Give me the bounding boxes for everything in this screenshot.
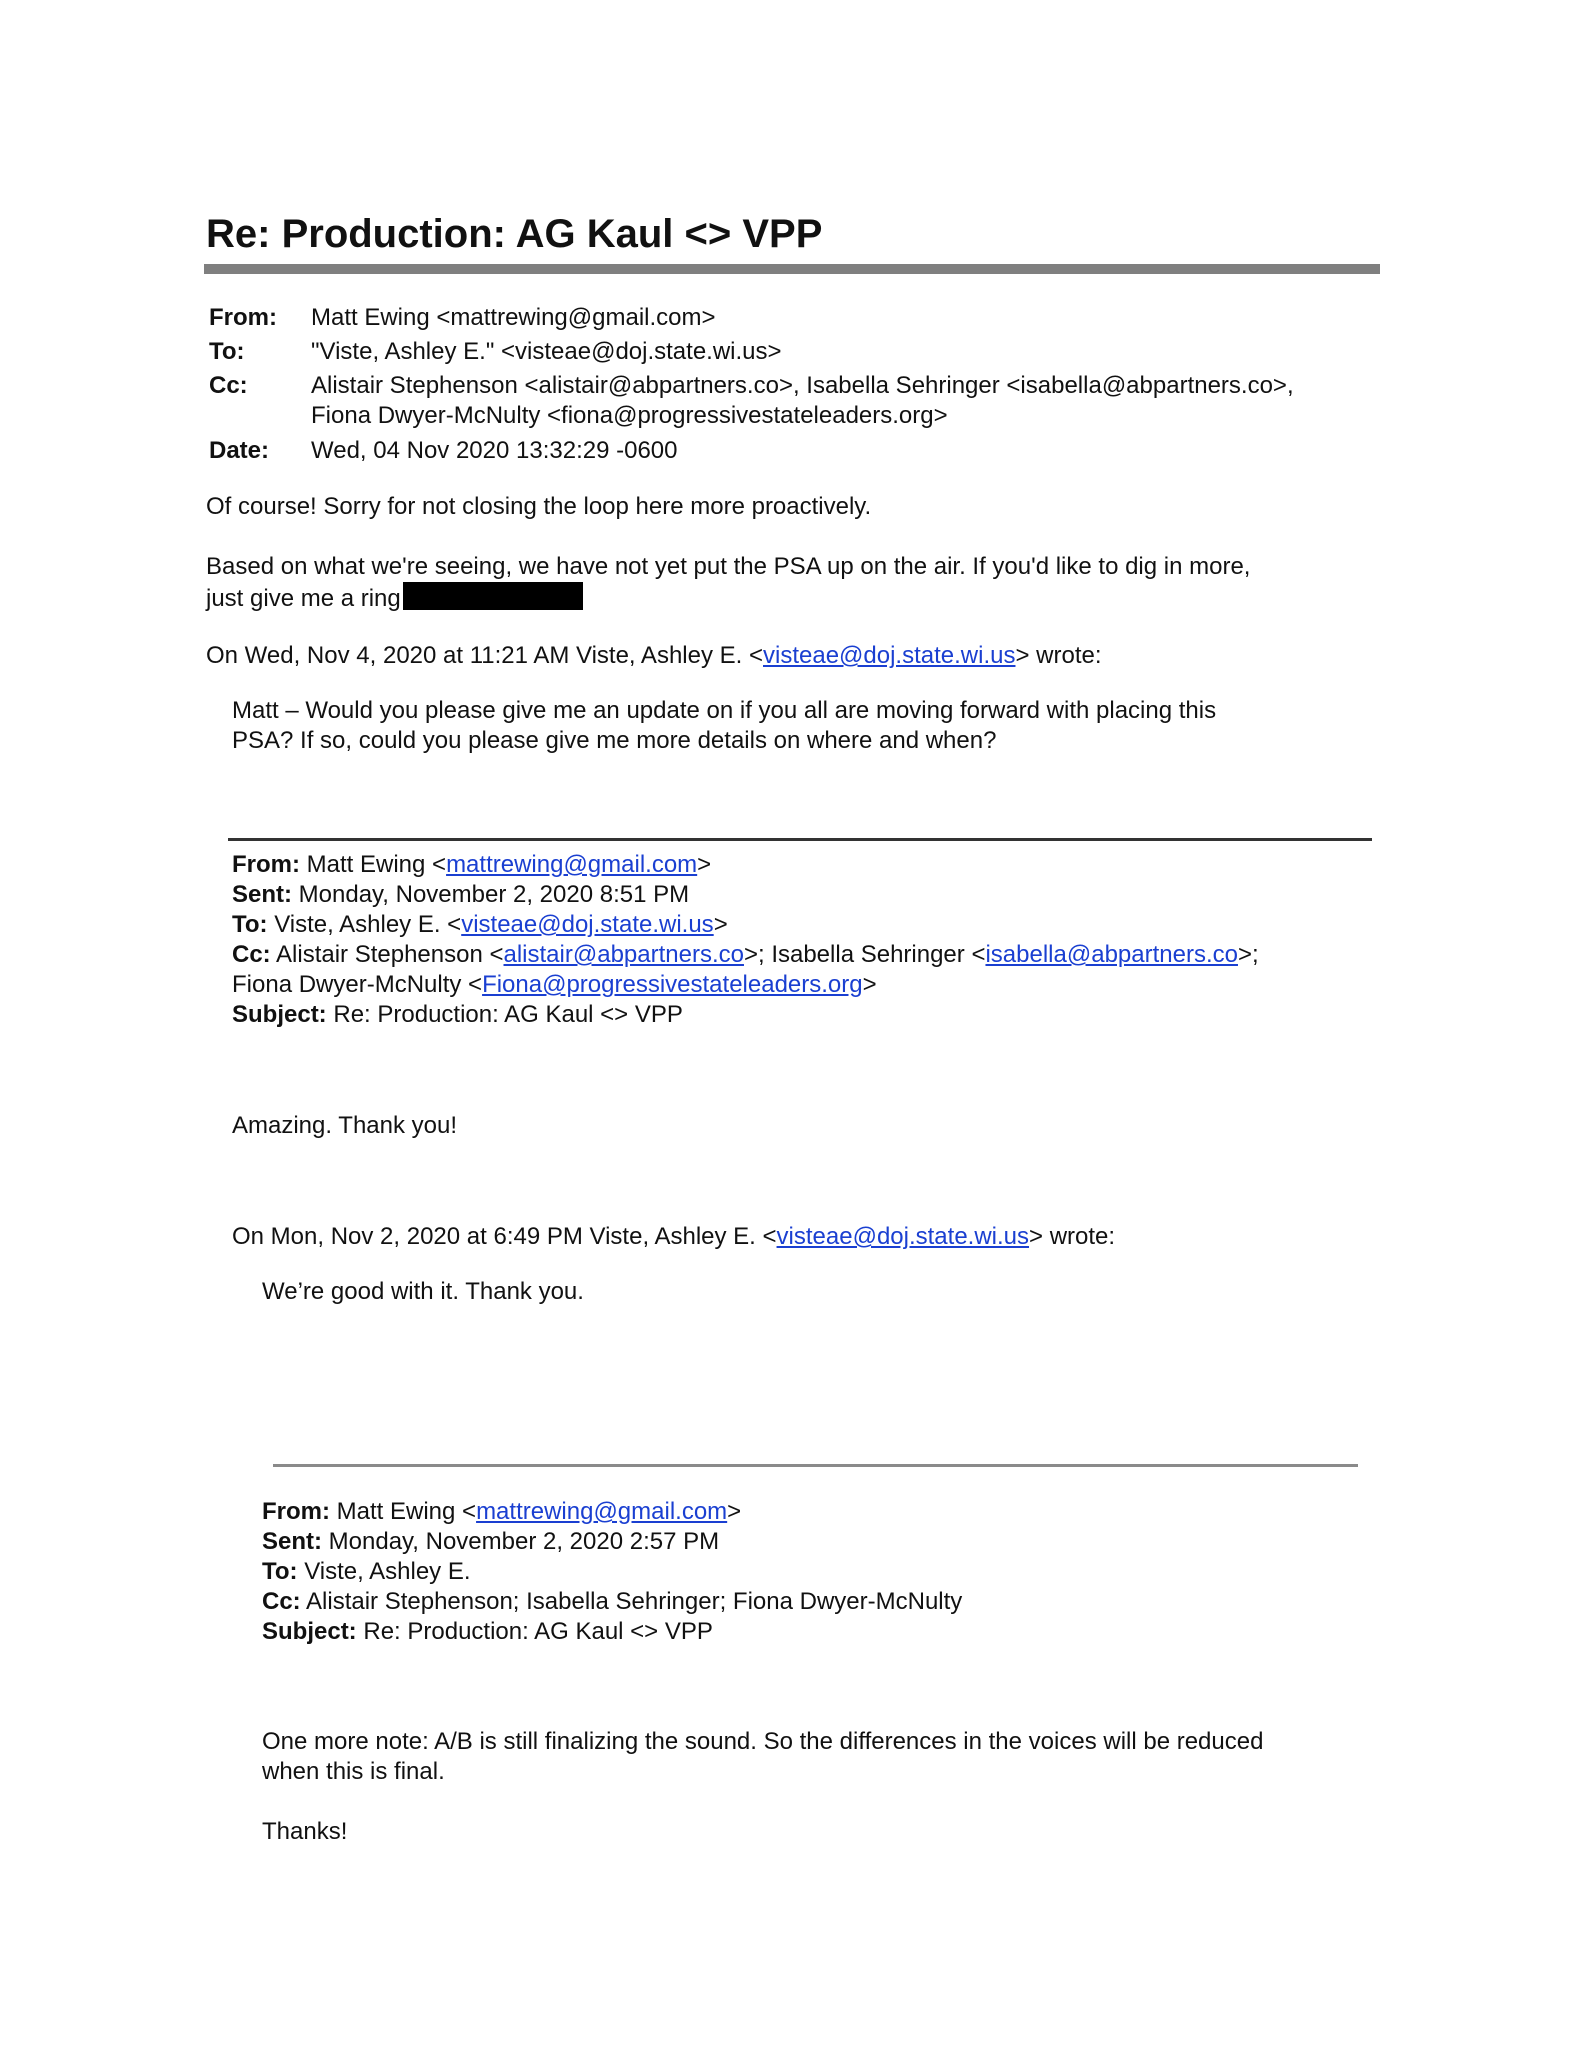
body-paragraph-1: Of course! Sorry for not closing the loop here more proactively. <box>206 493 872 520</box>
ring-text: just give me a ring <box>206 585 401 612</box>
msg3-cc <box>262 1587 962 1617</box>
msg3-sent <box>262 1527 719 1557</box>
email-link-fiona[interactable]: Fiona@progressivestateleaders.org <box>482 971 863 998</box>
quote1-intro-text: On Wed, Nov 4, 2020 at 11:21 AM Viste, Ashley E. < <box>206 642 763 669</box>
email-link-alistair[interactable]: alistair@abpartners.co <box>503 941 744 968</box>
msg2-cc-text-c: >; <box>1237 941 1259 968</box>
msg2-cc-label: Cc: <box>232 941 271 968</box>
msg2-cc-text-b: >; Isabella Sehringer < <box>743 941 986 968</box>
msg3-body-line2: when this is final. <box>262 1758 445 1785</box>
email-link-visteae[interactable]: visteae@doj.state.wi.us <box>776 1223 1030 1250</box>
msg2-from-end: > <box>697 851 712 878</box>
from-value: Matt Ewing <mattrewing@gmail.com> <box>311 304 716 331</box>
msg3-thanks: Thanks! <box>262 1818 348 1845</box>
quote1-intro <box>206 641 1102 671</box>
quote1-intro-end: > wrote: <box>1015 642 1102 669</box>
msg3-cc-value: Alistair Stephenson; Isabella Sehringer; Fiona Dwyer-McNulty <box>300 1588 963 1615</box>
msg2-subject <box>232 1000 683 1030</box>
msg2-cc2-text-b: > <box>862 971 877 998</box>
msg2-quote-intro-text: On Mon, Nov 2, 2020 at 6:49 PM Viste, Ashley E. < <box>232 1223 777 1250</box>
msg2-cc-line2 <box>232 970 877 1000</box>
to-label: To: <box>209 338 245 365</box>
email-link-isabella[interactable]: isabella@abpartners.co <box>985 941 1238 968</box>
date-label: Date: <box>209 437 270 464</box>
cc-label: Cc: <box>209 372 248 399</box>
msg3-sent-label: Sent: <box>262 1528 322 1555</box>
msg3-subject-value: Re: Production: AG Kaul <> VPP <box>356 1618 713 1645</box>
msg3-from-label: From: <box>262 1498 330 1525</box>
msg2-sent-label: Sent: <box>232 881 292 908</box>
msg2-body: Amazing. Thank you! <box>232 1112 458 1139</box>
msg2-quote-body: We’re good with it. Thank you. <box>262 1278 584 1305</box>
msg2-quote-intro-end: > wrote: <box>1029 1223 1116 1250</box>
from-label: From: <box>209 304 277 331</box>
msg3-to-value: Viste, Ashley E. <box>297 1558 471 1585</box>
msg3-from-name: Matt Ewing < <box>330 1498 477 1525</box>
msg2-sent-value: Monday, November 2, 2020 8:51 PM <box>292 881 690 908</box>
page-title: Re: Production: AG Kaul <> VPP <box>206 212 823 256</box>
msg2-cc2-text-a: Fiona Dwyer-McNulty < <box>232 971 483 998</box>
email-link-mattrewing[interactable]: mattrewing@gmail.com <box>446 851 698 878</box>
quote1-line2: PSA? If so, could you please give me more details on where and when? <box>232 727 997 754</box>
msg2-to <box>232 910 728 940</box>
cc-value-line2: Fiona Dwyer-McNulty <fiona@progressivestateleaders.org> <box>311 402 948 429</box>
msg2-to-end: > <box>713 911 728 938</box>
msg2-sent <box>232 880 689 910</box>
msg2-to-label: To: <box>232 911 268 938</box>
msg2-cc-text-a: Alistair Stephenson < <box>270 941 504 968</box>
email-link-mattrewing[interactable]: mattrewing@gmail.com <box>476 1498 728 1525</box>
redaction-block <box>403 582 583 610</box>
to-value: "Viste, Ashley E." <visteae@doj.state.wi.us> <box>311 338 782 365</box>
msg2-from <box>232 850 711 880</box>
cc-value-line1: Alistair Stephenson <alistair@abpartners.co>, Isabella Sehringer <isabella@abpartners.co>, <box>311 372 1294 399</box>
body-paragraph-2-line2 <box>206 582 583 614</box>
msg3-sent-value: Monday, November 2, 2020 2:57 PM <box>322 1528 720 1555</box>
body-paragraph-2-line1: Based on what we're seeing, we have not yet put the PSA up on the air. If you'd like to dig in more, <box>206 553 1251 580</box>
msg3-subject-label: Subject: <box>262 1618 357 1645</box>
msg3-from-end: > <box>727 1498 742 1525</box>
message-divider-1 <box>228 838 1372 841</box>
msg2-subject-label: Subject: <box>232 1001 327 1028</box>
msg3-cc-label: Cc: <box>262 1588 301 1615</box>
msg2-cc-line1 <box>232 940 1259 970</box>
msg2-to-name: Viste, Ashley E. < <box>267 911 462 938</box>
email-link-visteae[interactable]: visteae@doj.state.wi.us <box>461 911 714 938</box>
msg3-to-label: To: <box>262 1558 298 1585</box>
msg3-subject <box>262 1617 713 1647</box>
quote1-line1: Matt – Would you please give me an update on if you all are moving forward with placing this <box>232 697 1217 724</box>
msg3-to <box>262 1557 471 1587</box>
msg2-from-label: From: <box>232 851 300 878</box>
message-divider-2 <box>273 1464 1358 1467</box>
msg2-quote-intro <box>232 1222 1115 1252</box>
email-link-visteae[interactable]: visteae@doj.state.wi.us <box>763 642 1016 669</box>
msg3-body-line1: One more note: A/B is still finalizing the sound. So the differences in the voices will be reduced <box>262 1728 1264 1755</box>
msg3-from <box>262 1497 741 1527</box>
title-divider <box>204 264 1380 274</box>
date-value: Wed, 04 Nov 2020 13:32:29 -0600 <box>311 437 678 464</box>
msg2-from-name: Matt Ewing < <box>300 851 447 878</box>
msg2-subject-value: Re: Production: AG Kaul <> VPP <box>326 1001 683 1028</box>
